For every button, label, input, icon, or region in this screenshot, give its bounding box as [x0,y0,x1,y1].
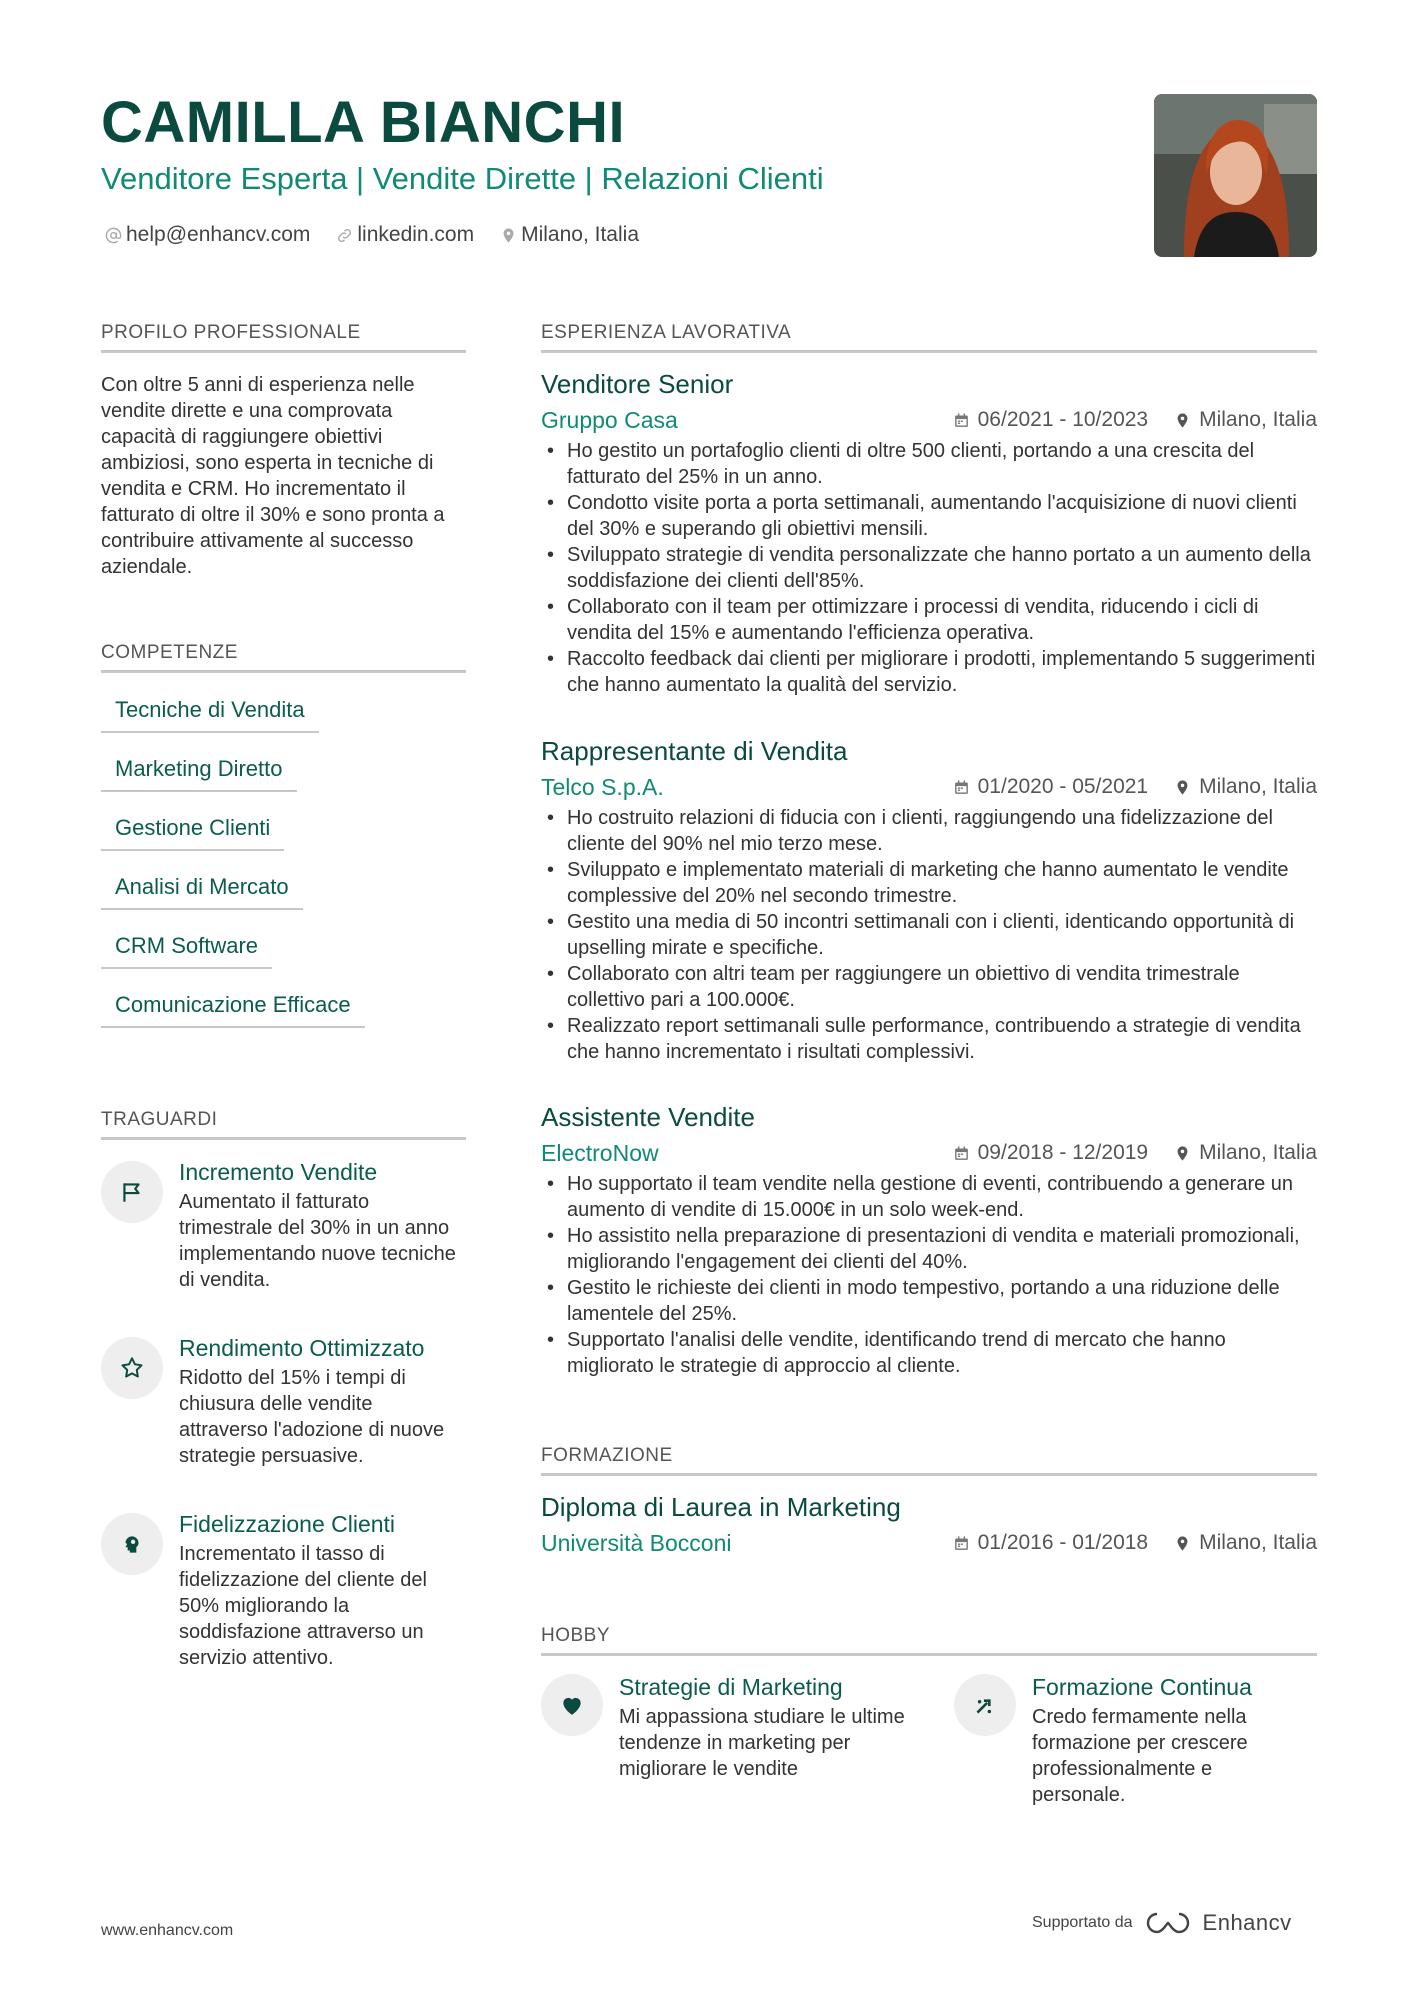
hobby-desc: Credo fermamente nella formazione per crescere professionalmente e personale. [1032,1706,1248,1806]
job-bullets [541,805,1317,1065]
job-bullet: • Sviluppato strategie di vendita personalizzate che hanno portato a un aumento della soddisfazione dei clienti dell'85%. [567,542,1317,594]
education-school: Università Bocconi [541,1529,732,1556]
job-bullet: • Ho supportato il team vendite nella gestione di eventi, contribuendo a generare un aumento di vendite di 15.000€ in un solo week-end. [567,1171,1317,1223]
location-pin-icon [500,227,517,244]
calendar-icon [953,1144,970,1163]
skill-tag: Analisi di Mercato [101,872,303,910]
job-location: Milano, Italia [1199,775,1317,798]
skill-tag: Marketing Diretto [101,754,297,792]
contact-linkedin-text: linkedin.com [357,223,475,246]
job-bullet: • Realizzato report settimanali sulle performance, contribuendo a strategie di vendita che hanno incrementato i risultati complessivi. [567,1013,1317,1065]
powered-by [1032,1910,1292,1936]
profile-summary: Con oltre 5 anni di esperienza nelle vendite dirette e una comprovata capacità di raggiungere obiettivi ambiziosi, sono esperta in tecniche di vendita e CRM. Ho incrementato il fatturato di oltre il 30% e sono pronta a contribuire attivamente al successo aziendale. [101,374,445,578]
achievement-desc: Ridotto del 15% i tempi di chiusura delle vendite attraverso l'adozione di nuove strategie persuasive. [179,1367,445,1467]
education-degree: Diploma di Laurea in Marketing [541,1492,901,1522]
calendar-icon [953,411,970,430]
job-entry [541,1099,1317,1379]
candidate-name: CAMILLA BIANCHI [101,90,626,155]
job-title: Rappresentante di Vendita [541,736,848,766]
profile-photo [1154,94,1317,257]
education-location: Milano, Italia [1199,1531,1317,1554]
job-entry [541,733,1317,1065]
job-bullet: • Raccolto feedback dai clienti per migliorare i prodotti, implementando 5 suggerimenti che hanno aumentato la qualità del servizio. [567,646,1317,698]
job-dates: 09/2018 - 12/2019 [977,1141,1149,1164]
heart-icon [559,1692,585,1718]
link-icon [336,227,353,244]
hobby-title: Strategie di Marketing [619,1674,843,1700]
contact-email[interactable] [105,220,310,250]
skill-tag: Tecniche di Vendita [101,695,319,733]
growth-icon [972,1692,998,1718]
section-heading-experience: ESPERIENZA LAVORATIVA [541,320,1317,353]
contact-location [500,220,639,250]
job-dates: 06/2021 - 10/2023 [977,408,1149,431]
contact-bar [105,220,639,250]
achievement-desc: Incrementato il tasso di fidelizzazione del cliente del 50% migliorando la soddisfazione attraverso un servizio attentivo. [179,1543,427,1669]
job-title: Assistente Vendite [541,1102,755,1132]
job-bullet: • Condotto visite porta a porta settimanali, aumentando l'acquisizione di nuovi clienti del 30% e superando gli obiettivi mensili. [567,490,1317,542]
job-bullet: • Gestito le richieste dei clienti in modo tempestivo, portando a una riduzione delle lamentele del 25%. [567,1275,1317,1327]
enhancv-logo-icon [1145,1910,1191,1936]
job-company: Telco S.p.A. [541,773,664,800]
head-icon [119,1531,145,1557]
section-heading-hobbies: HOBBY [541,1623,1317,1656]
achievement-title: Incremento Vendite [179,1159,378,1185]
job-title: Venditore Senior [541,369,734,399]
contact-linkedin[interactable] [336,220,474,250]
flag-icon [119,1179,145,1205]
achievement-desc: Aumentato il fatturato trimestrale del 30% in un anno implementando nuove tecniche di vendita. [179,1191,456,1291]
section-heading-achievements: TRAGUARDI [101,1107,466,1140]
job-bullet: • Ho gestito un portafoglio clienti di oltre 500 clienti, portando a una crescita del fatturato del 25% in un anno. [567,438,1317,490]
education-dates: 01/2016 - 01/2018 [977,1531,1149,1554]
achievement-item [101,1155,466,1293]
skill-tag: CRM Software [101,931,272,969]
section-heading-skills: COMPETENZE [101,640,466,673]
star-icon [119,1355,145,1381]
hobby-item [541,1670,941,1782]
job-location: Milano, Italia [1199,408,1317,431]
job-bullet: • Sviluppato e implementato materiali di marketing che hanno aumentato le vendite complessive del 20% nel secondo trimestre. [567,857,1317,909]
achievement-title: Rendimento Ottimizzato [179,1335,425,1361]
skills-list [101,695,466,1049]
job-entry [541,366,1317,698]
job-bullet: • Gestito una media di 50 incontri settimanali con i clienti, identicando opportunità di upselling mirate e specifiche. [567,909,1317,961]
job-bullet: • Ho costruito relazioni di fiducia con i clienti, raggiungendo una fidelizzazione del cliente del 90% nel mio terzo mese. [567,805,1317,857]
job-bullet: • Collaborato con il team per ottimizzare i processi di vendita, riducendo i cicli di vendita del 15% e aumentando l'efficienza operativa. [567,594,1317,646]
calendar-icon [953,778,970,797]
job-bullet: • Supportato l'analisi delle vendite, identificando trend di mercato che hanno migliorato le strategie di approccio al cliente. [567,1327,1317,1379]
section-heading-profile: PROFILO PROFESSIONALE [101,320,466,353]
achievement-title: Fidelizzazione Clienti [179,1511,396,1537]
job-location: Milano, Italia [1199,1141,1317,1164]
hobby-desc: Mi appassiona studiare le ultime tendenze in marketing per migliorare le vendite [619,1706,905,1780]
job-bullet: • Collaborato con altri team per raggiungere un obiettivo di vendita trimestrale collettivo pari a 100.000€. [567,961,1317,1013]
education-entry [541,1489,1317,1561]
hobby-title: Formazione Continua [1032,1674,1252,1700]
job-bullets [541,1171,1317,1379]
skill-tag: Gestione Clienti [101,813,284,851]
job-company: ElectroNow [541,1139,659,1166]
hobby-item [954,1670,1317,1808]
location-pin-icon [1174,1144,1191,1163]
section-heading-education: FORMAZIONE [541,1443,1317,1476]
contact-location-text: Milano, Italia [521,223,639,246]
contact-email-text: help@enhancv.com [126,223,311,246]
job-dates: 01/2020 - 05/2021 [977,775,1149,798]
location-pin-icon [1174,1534,1191,1553]
location-pin-icon [1174,411,1191,430]
job-bullet: • Ho assistito nella preparazione di presentazioni di vendita e materiali promozionali, migliorando l'engagement dei clienti del 40%. [567,1223,1317,1275]
job-company: Gruppo Casa [541,406,678,433]
job-bullets [541,438,1317,698]
footer-url[interactable]: www.enhancv.com [101,1922,234,1939]
at-icon [105,227,122,244]
achievement-item [101,1331,466,1469]
achievement-item [101,1507,466,1671]
candidate-subtitle: Venditore Esperta | Vendite Dirette | Relazioni Clienti [101,161,824,196]
location-pin-icon [1174,778,1191,797]
skill-tag: Comunicazione Efficace [101,990,365,1028]
powered-by-label: Supportato da [1032,1914,1133,1931]
brand-name: Enhancv [1202,1910,1292,1935]
calendar-icon [953,1534,970,1553]
